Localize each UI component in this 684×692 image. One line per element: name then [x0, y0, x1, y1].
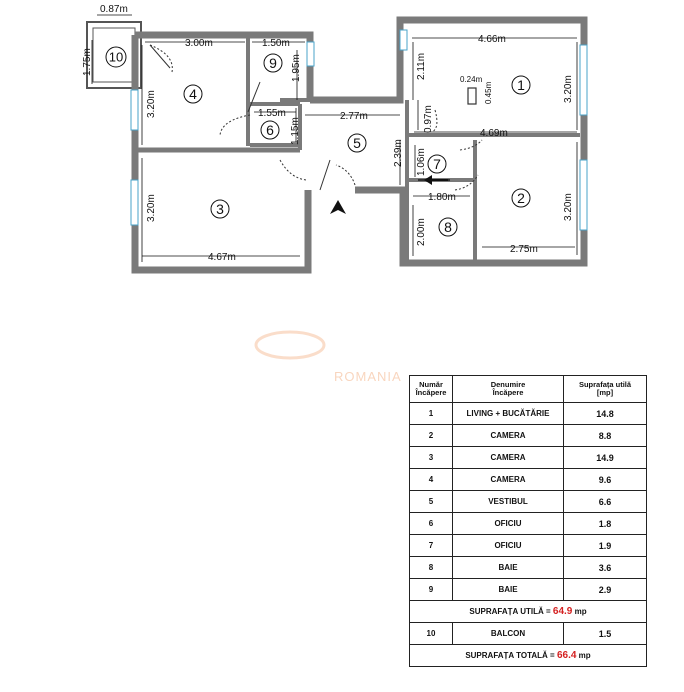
dim-room1-bottom-width: 4.69m: [480, 128, 508, 139]
pillar: [468, 88, 476, 104]
dim-room7-depth: 1.06m: [416, 148, 427, 176]
table-row: [410, 579, 647, 601]
table-row: [410, 469, 647, 491]
room-name-cell: OFICIU: [453, 513, 564, 535]
room-area-cell: 14.8: [564, 403, 647, 425]
grand-total-cell: [410, 645, 647, 667]
table-row: [410, 513, 647, 535]
room-number-cell: 4: [410, 469, 453, 491]
grand-total-row: [410, 645, 647, 667]
dim-room9-width: 1.50m: [262, 38, 290, 49]
dim-room6-width: 1.55m: [258, 108, 286, 119]
grand-total-value: 66.4: [556, 650, 577, 661]
room-number-8: 8: [444, 219, 452, 235]
room-name-cell: CAMERA: [453, 469, 564, 491]
grand-total-label: SUPRAFAȚA TOTALĂ =: [465, 651, 555, 660]
room-area-table: [409, 375, 647, 667]
room-number-cell: 9: [410, 579, 453, 601]
dim-room5-width: 2.77m: [340, 111, 368, 122]
dim-room4-depth: 3.20m: [146, 90, 157, 118]
dim-room3-depth: 3.20m: [146, 194, 157, 222]
dim-room8-depth: 2.00m: [416, 218, 427, 246]
room-area-cell: 1.8: [564, 513, 647, 535]
dim-room3-width: 4.67m: [208, 252, 236, 263]
room-area-cell: 2.9: [564, 579, 647, 601]
dim-room1-left-depth: 2.11m: [416, 52, 427, 80]
room-name-cell: VESTIBUL: [453, 491, 564, 513]
table-row: [410, 403, 647, 425]
room-number-2: 2: [517, 190, 525, 206]
room-number-9: 9: [269, 55, 277, 71]
room-area-cell: 9.6: [564, 469, 647, 491]
room-name-cell: CAMERA: [453, 447, 564, 469]
room-number-3: 3: [216, 201, 224, 217]
dim-room2-depth: 3.20m: [563, 193, 574, 221]
dim-room4-width: 3.00m: [185, 38, 213, 49]
room-name-cell: BAIE: [453, 579, 564, 601]
room-name-cell: OFICIU: [453, 535, 564, 557]
dim-room9-depth: 1.95m: [291, 54, 302, 82]
room-number-1: 1: [517, 77, 525, 93]
room-area-cell: 6.6: [564, 491, 647, 513]
balcony-number: 10: [410, 623, 453, 645]
room-number-cell: 1: [410, 403, 453, 425]
dim-balcony-depth: 1.75m: [82, 48, 93, 76]
table-row: [410, 535, 647, 557]
dim-room8-width: 1.80m: [428, 192, 456, 203]
table-row: [410, 425, 647, 447]
room-number-cell: 3: [410, 447, 453, 469]
room-name-cell: LIVING + BUCĂTĂRIE: [453, 403, 564, 425]
watermark-text: ROMANIA: [334, 369, 402, 384]
dim-room1-right-depth: 3.20m: [563, 75, 574, 103]
room-area-cell: 8.8: [564, 425, 647, 447]
watermark: [256, 332, 402, 384]
table-header-row: [410, 376, 647, 403]
dim-room6-depth: 1.15m: [290, 117, 301, 145]
balcony-name: BALCON: [453, 623, 564, 645]
dim-room5-depth: 2.39m: [393, 139, 404, 167]
room-number-cell: 8: [410, 557, 453, 579]
table-row: [410, 557, 647, 579]
balcony-area: 1.5: [564, 623, 647, 645]
header-room-area: Suprafața utilă [mp]: [564, 376, 647, 403]
room-number-10: 10: [108, 49, 124, 65]
room-area-cell: 3.6: [564, 557, 647, 579]
table-row: [410, 491, 647, 513]
table-row: [410, 447, 647, 469]
room-number-cell: 7: [410, 535, 453, 557]
room7-arrow-icon: [424, 175, 448, 185]
useful-total-cell: [410, 601, 647, 623]
dim-room1-step: 0.97m: [423, 105, 434, 133]
header-room-name: Denumire Încăpere: [453, 376, 564, 403]
room-name-cell: BAIE: [453, 557, 564, 579]
room-area-cell: 14.9: [564, 447, 647, 469]
useful-total-label: SUPRAFAȚA UTILĂ =: [469, 607, 551, 616]
room-number-cell: 6: [410, 513, 453, 535]
dim-room2-width: 2.75m: [510, 244, 538, 255]
dim-balcony-width: 0.87m: [100, 4, 128, 15]
room-number-6: 6: [266, 122, 274, 138]
header-room-number: Număr Încăpere: [410, 376, 453, 403]
room-area-cell: 1.9: [564, 535, 647, 557]
table-row: [410, 623, 647, 645]
entrance-arrow-icon: [330, 200, 346, 214]
grand-total-unit: mp: [578, 651, 591, 660]
dim-pillar-width: 0.24m: [460, 75, 483, 84]
dim-pillar-depth: 0.45m: [484, 81, 493, 104]
room-number-7: 7: [433, 156, 441, 172]
room-number-cell: 5: [410, 491, 453, 513]
room-number-cell: 2: [410, 425, 453, 447]
dim-room1-top-width: 4.66m: [478, 34, 506, 45]
useful-total-row: [410, 601, 647, 623]
dimension-texts: [82, 4, 574, 263]
room-number-4: 4: [189, 86, 197, 102]
useful-total-value: 64.9: [552, 606, 573, 617]
room-number-5: 5: [353, 135, 361, 151]
room-name-cell: CAMERA: [453, 425, 564, 447]
useful-total-unit: mp: [574, 607, 587, 616]
